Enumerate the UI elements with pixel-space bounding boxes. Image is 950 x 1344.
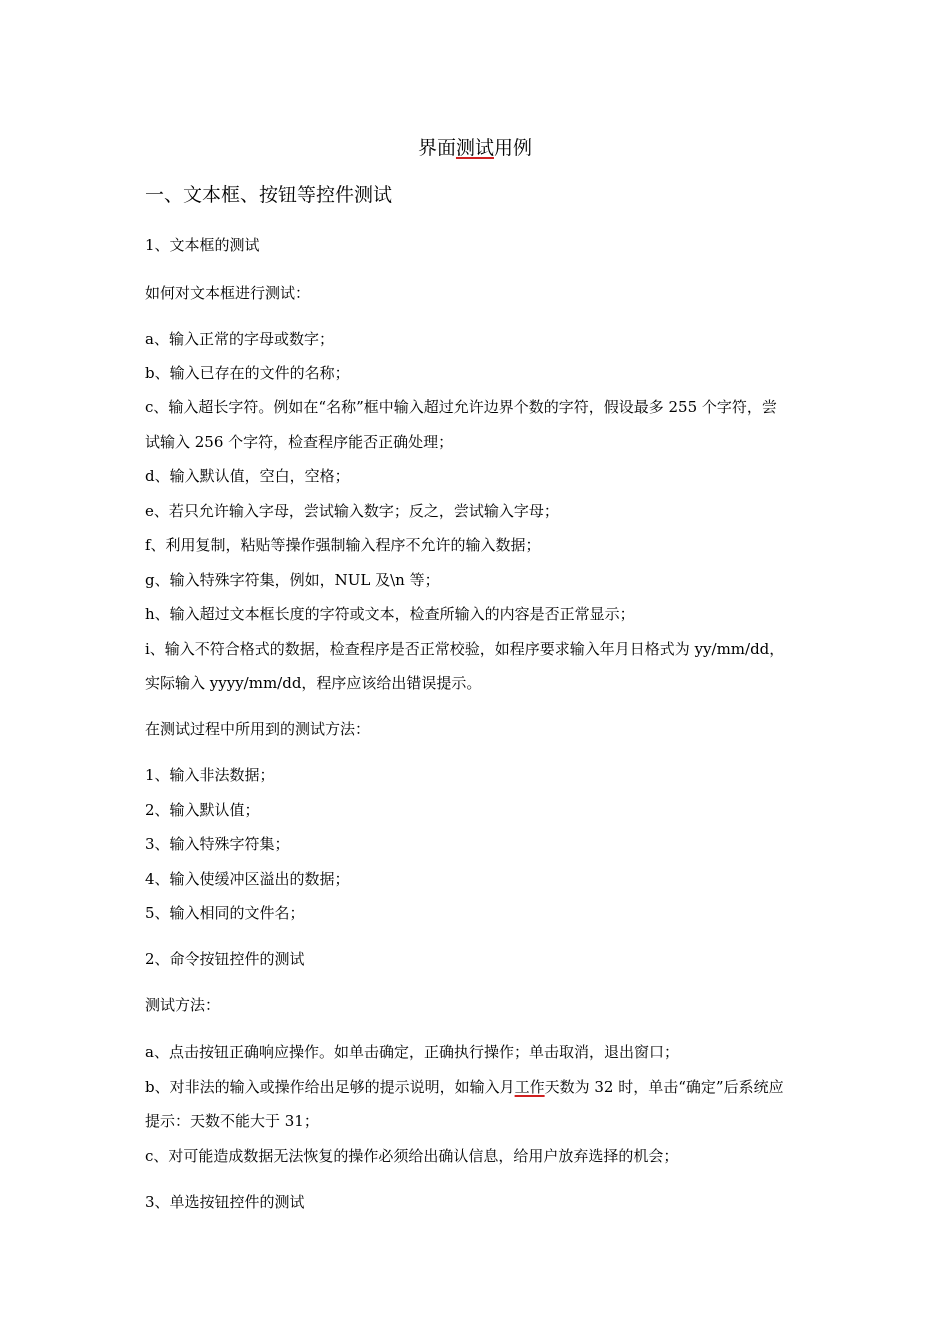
list-item: 4、输入使缓冲区溢出的数据； — [145, 870, 350, 888]
list-item: b、输入已存在的文件的名称； — [145, 364, 350, 382]
section-heading: 一、文本框、按钮等控件测试 — [145, 184, 393, 206]
subsection-heading: 1、文本框的测试 — [145, 236, 260, 254]
list-item: a、点击按钮正确响应操作。如单击确定，正确执行操作；单击取消，退出窗口； — [145, 1043, 679, 1061]
list-item: 实际输入 yyyy/mm/dd，程序应该给出错误提示。 — [145, 674, 482, 692]
list-item: 1、输入非法数据； — [145, 766, 275, 784]
title-spellcheck-word: 测试 — [455, 137, 494, 159]
list-item — [145, 1077, 784, 1097]
text-run: 天数为 32 时，单击“确定”后系统应 — [544, 1078, 784, 1096]
paragraph: 测试方法： — [145, 996, 221, 1014]
list-item: a、输入正常的字母或数字； — [145, 330, 334, 348]
list-item: 试输入 256 个字符，检查程序能否正确处理； — [145, 433, 454, 451]
spellcheck-word: 工作 — [514, 1078, 545, 1096]
list-item: c、对可能造成数据无法恢复的操作必须给出确认信息，给用户放弃选择的机会； — [145, 1147, 679, 1165]
paragraph: 在测试过程中所用到的测试方法： — [145, 720, 371, 738]
list-item: 提示：天数不能大于 31； — [145, 1112, 319, 1130]
list-item: f、利用复制，粘贴等操作强制输入程序不允许的输入数据； — [145, 536, 541, 554]
title-part: 用例 — [494, 137, 533, 159]
paragraph: 如何对文本框进行测试： — [145, 284, 311, 302]
title-part: 界面 — [417, 137, 456, 159]
subsection-heading: 2、命令按钮控件的测试 — [145, 950, 305, 968]
list-item: i、输入不符合格式的数据，检查程序是否正常校验，如程序要求输入年月日格式为 yy/mm/dd， — [145, 640, 785, 658]
page-title — [0, 136, 950, 160]
subsection-heading: 3、单选按钮控件的测试 — [145, 1193, 305, 1211]
list-item: d、输入默认值，空白，空格； — [145, 467, 350, 485]
text-run: b、对非法的输入或操作给出足够的提示说明，如输入月 — [145, 1078, 515, 1096]
list-item: 2、输入默认值； — [145, 801, 260, 819]
list-item: h、输入超过文本框长度的字符或文本，检查所输入的内容是否正常显示； — [145, 605, 635, 623]
list-item: 3、输入特殊字符集； — [145, 835, 290, 853]
list-item: c、输入超长字符。例如在“名称”框中输入超过允许边界个数的字符，假设最多 255 个字符，尝 — [145, 398, 777, 416]
list-item: e、若只允许输入字母，尝试输入数字；反之，尝试输入字母； — [145, 502, 559, 520]
list-item: g、输入特殊字符集，例如，NUL 及\n 等； — [145, 571, 440, 589]
list-item: 5、输入相同的文件名； — [145, 904, 305, 922]
